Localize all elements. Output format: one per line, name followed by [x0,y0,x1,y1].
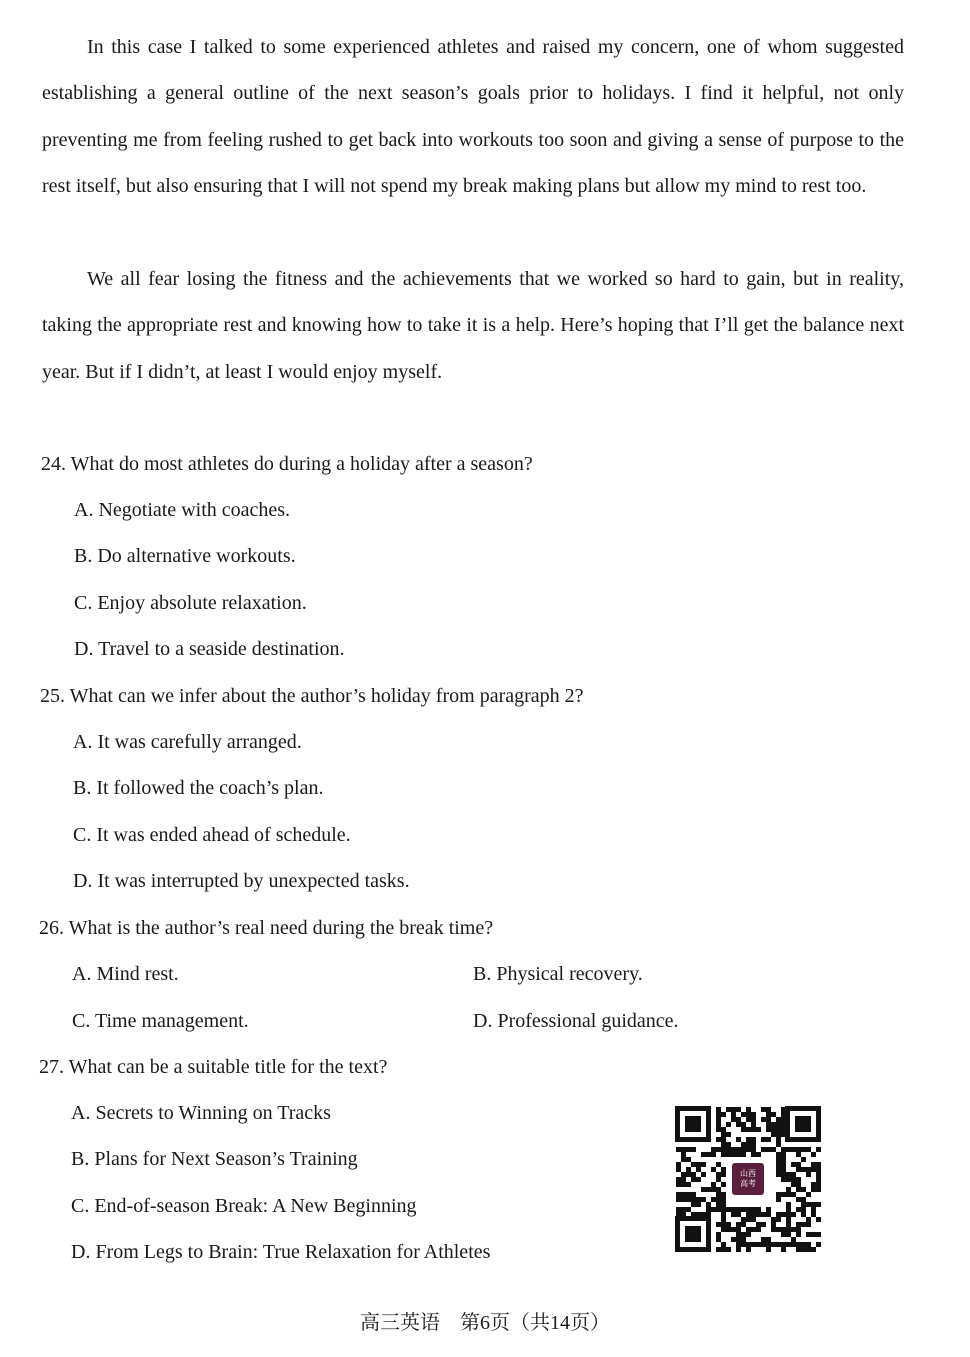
passage-paragraph: In this case I talked to some experienced athletes and raised my concern, one of whom suggested establishing a general outline of the next season’s goals prior to holidays. I find it helpful, not only preventing me from feeling rushed to get back into workouts too soon and giving a sense of purpose to the rest itself, but also ensuring that I will not spend my break making plans but allow my mind to rest too. [42,36,904,197]
question-25-stem: 25. What can we infer about the author’s holiday from paragraph 2? [40,685,584,707]
question-27-option-d: D. From Legs to Brain: True Relaxation for Athletes [71,1241,491,1263]
question-24-option-d: D. Travel to a seaside destination. [74,638,345,660]
question-26-option-b: B. Physical recovery. [473,963,643,985]
page-footer: 高三英语 第6页（共14页） [360,1312,610,1334]
question-26-option-c: C. Time management. [72,1010,249,1032]
question-26-stem: 26. What is the author’s real need during the break time? [39,917,494,939]
passage-paragraph: We all fear losing the fitness and the achievements that we worked so hard to gain, but in reality, taking the appropriate rest and knowing how to take it is a help. Here’s hoping that I’ll get the balance next year. But if I didn’t, at least I would enjoy myself. [42,268,904,383]
question-25-option-d: D. It was interrupted by unexpected tasks. [73,870,410,892]
qr-code[interactable] [673,1104,823,1254]
question-27-option-a: A. Secrets to Winning on Tracks [71,1102,331,1124]
question-25-option-b: B. It followed the coach’s plan. [73,777,324,799]
question-24-option-a: A. Negotiate with coaches. [74,499,291,521]
question-25-option-c: C. It was ended ahead of schedule. [73,824,351,846]
question-27-option-b: B. Plans for Next Season’s Training [71,1148,358,1170]
question-24-stem: 24. What do most athletes do during a holiday after a season? [41,453,533,475]
question-24-option-c: C. Enjoy absolute relaxation. [74,592,307,614]
qr-badge-logo: 山西 高考 [729,1160,767,1198]
question-24-option-b: B. Do alternative workouts. [74,545,296,567]
question-26-option-a: A. Mind rest. [72,963,179,985]
question-26-option-d: D. Professional guidance. [473,1010,679,1032]
question-27-option-c: C. End-of-season Break: A New Beginning [71,1195,417,1217]
question-25-option-a: A. It was carefully arranged. [73,731,302,753]
question-27-stem: 27. What can be a suitable title for the text? [39,1056,388,1078]
